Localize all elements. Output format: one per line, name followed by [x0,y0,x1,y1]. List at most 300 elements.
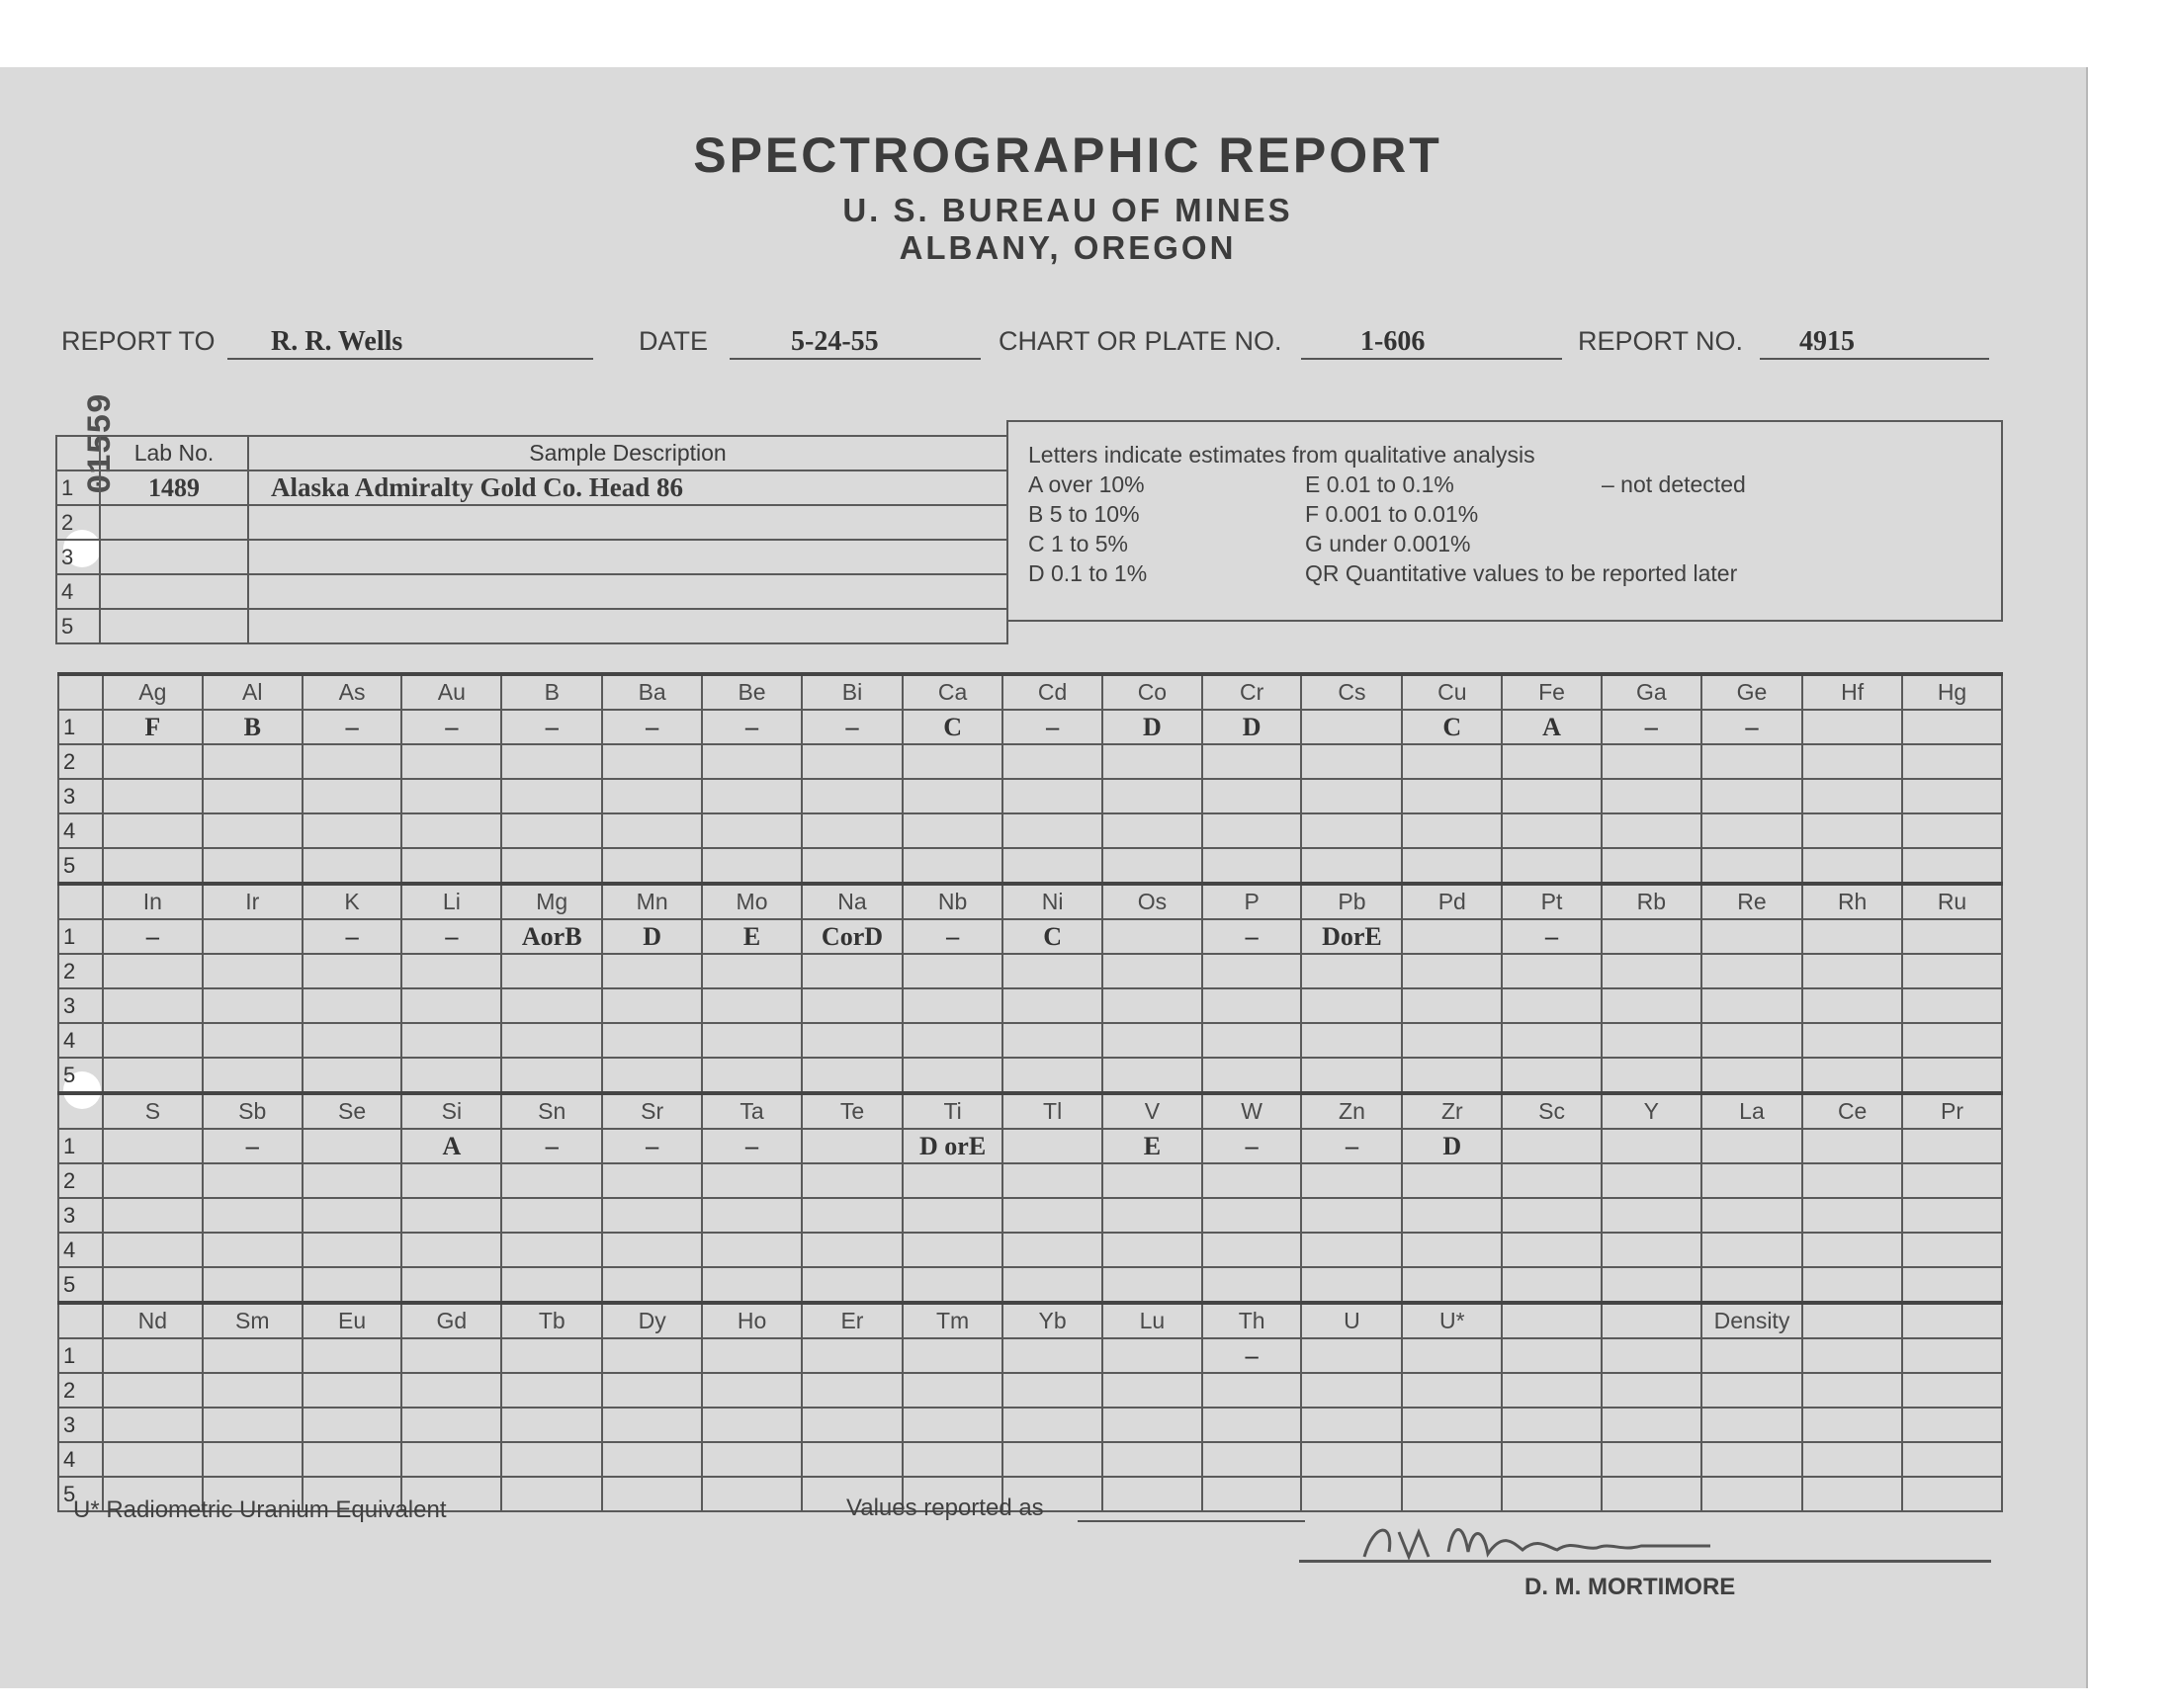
element-value [1002,1442,1102,1477]
element-value [802,848,903,884]
row-number: 4 [58,1442,103,1477]
lab-no [100,505,248,540]
element-value [702,1233,802,1267]
element-value [303,1338,402,1373]
element-value: – [1602,710,1701,744]
element-value [1902,1058,2002,1093]
element-value [1402,1408,1502,1442]
element-value-row [58,1058,2002,1093]
element-value [1802,1267,1902,1303]
element-value [303,1023,402,1058]
element-value: D orE [903,1129,1002,1163]
element-value: E [1102,1129,1202,1163]
element-symbol [1602,1303,1701,1338]
element-value [303,1373,402,1408]
element-value [1402,919,1502,954]
element-value [1502,1233,1602,1267]
element-symbol: Rh [1802,884,1902,919]
sample-row [56,609,1007,643]
element-symbol: Bi [802,674,903,710]
element-value [1402,1023,1502,1058]
element-value [501,1233,602,1267]
element-value [602,813,702,848]
element-value [501,988,602,1023]
element-value [1402,988,1502,1023]
element-value [1701,1442,1803,1477]
row-number-cell [58,1303,103,1338]
element-value [1602,744,1701,779]
element-value [1002,813,1102,848]
element-symbol: Cd [1002,674,1102,710]
element-value: – [303,919,402,954]
row-number: 2 [58,744,103,779]
report-no-label: REPORT NO. [1578,326,1744,356]
element-value [203,1058,303,1093]
element-value [1301,813,1402,848]
element-value [1002,1338,1102,1373]
element-symbol: Pd [1402,884,1502,919]
element-value [1301,744,1402,779]
element-value [1502,1442,1602,1477]
element-value [1701,1198,1803,1233]
element-value [602,954,702,988]
element-value [602,744,702,779]
element-value [303,813,402,848]
element-value [702,813,802,848]
element-value [1102,1442,1202,1477]
row-number: 5 [58,1058,103,1093]
element-symbol: Na [802,884,903,919]
element-value [1902,1408,2002,1442]
element-value [103,1267,203,1303]
element-value [1602,1163,1701,1198]
element-value [401,1233,501,1267]
lab-no [100,609,248,643]
element-value [1802,848,1902,884]
element-value: – [1301,1129,1402,1163]
element-value [1802,779,1902,813]
element-value [401,848,501,884]
element-value: CorD [802,919,903,954]
row-number: 4 [58,813,103,848]
element-symbol: Gd [401,1303,501,1338]
agency-name: U. S. BUREAU OF MINES [842,192,1293,228]
element-value [501,1198,602,1233]
element-value [1102,1408,1202,1442]
element-symbol: Nb [903,884,1002,919]
element-value [1102,1477,1202,1511]
element-value: – [802,710,903,744]
element-value [1502,1408,1602,1442]
element-symbol: Sm [203,1303,303,1338]
element-value [103,744,203,779]
element-value: – [401,919,501,954]
stamp-number: 01559 [83,392,121,494]
element-value [802,1442,903,1477]
element-symbol: Cu [1402,674,1502,710]
element-value [1602,813,1701,848]
element-value: – [1202,919,1302,954]
element-value [303,988,402,1023]
element-value [1701,1267,1803,1303]
element-value [1002,1373,1102,1408]
element-value [903,779,1002,813]
element-value [1002,1163,1102,1198]
element-value [702,1267,802,1303]
element-value: – [903,919,1002,954]
plate-line [1301,358,1562,360]
element-value [702,848,802,884]
element-value [1701,813,1803,848]
element-value [1301,1373,1402,1408]
element-value [501,1408,602,1442]
element-symbol: Ir [203,884,303,919]
legend-box [1006,420,2003,622]
element-value [103,1163,203,1198]
element-value: – [103,919,203,954]
element-value [602,988,702,1023]
element-value [303,1163,402,1198]
element-value [702,1442,802,1477]
element-value [802,1023,903,1058]
element-symbol: S [103,1093,203,1129]
element-value [1202,988,1302,1023]
element-symbol: Co [1102,674,1202,710]
element-value [303,744,402,779]
element-value [702,744,802,779]
element-value: D [1202,710,1302,744]
element-symbol: Li [401,884,501,919]
element-value [1402,779,1502,813]
element-value [1301,1477,1402,1511]
element-value [1502,848,1602,884]
element-symbol: B [501,674,602,710]
element-value-row [58,1442,2002,1477]
sample-row [56,505,1007,540]
sample-description [248,540,1007,574]
element-value [401,1058,501,1093]
element-value [1902,779,2002,813]
element-symbol: Sn [501,1093,602,1129]
element-value [1102,954,1202,988]
element-value [903,1442,1002,1477]
element-value: – [702,1129,802,1163]
element-value [501,1477,602,1511]
row-number: 1 [58,710,103,744]
element-symbol: Ni [1002,884,1102,919]
element-value [602,1373,702,1408]
element-value: – [1202,1129,1302,1163]
element-value: – [203,1129,303,1163]
element-value-row [58,1408,2002,1442]
element-value [903,1058,1002,1093]
element-value [401,1198,501,1233]
element-symbol: Cr [1202,674,1302,710]
element-value [501,1058,602,1093]
element-value [303,1442,402,1477]
element-symbol: Tb [501,1303,602,1338]
element-value [203,1442,303,1477]
element-symbol: Ti [903,1093,1002,1129]
element-value [702,988,802,1023]
element-value [903,1163,1002,1198]
element-value [1202,779,1302,813]
element-value [1301,848,1402,884]
element-symbol: Be [702,674,802,710]
element-value: – [501,710,602,744]
element-value [702,1058,802,1093]
element-symbol: Te [802,1093,903,1129]
element-value [1902,1477,2002,1511]
element-value [1701,779,1803,813]
element-value [103,954,203,988]
row-number-header [56,436,100,470]
element-value [501,1373,602,1408]
date-label: DATE [639,326,709,356]
element-value [1902,919,2002,954]
element-value [1502,1163,1602,1198]
element-value [1902,1373,2002,1408]
element-value [802,813,903,848]
row-number: 2 [56,505,100,540]
element-value [602,1233,702,1267]
element-value [1102,1058,1202,1093]
element-value [903,954,1002,988]
element-value [1202,1267,1302,1303]
element-value [1902,1233,2002,1267]
element-value [903,1233,1002,1267]
element-value [1802,1338,1902,1373]
element-value [1902,813,2002,848]
element-value-row [58,779,2002,813]
element-value [1402,1198,1502,1233]
element-value [1701,1023,1803,1058]
element-value [1102,779,1202,813]
element-value [903,1023,1002,1058]
element-value [1202,813,1302,848]
element-value [501,1163,602,1198]
element-value [203,954,303,988]
element-value [303,1267,402,1303]
element-symbol: Zn [1301,1093,1402,1129]
element-value [501,779,602,813]
element-value [602,779,702,813]
element-value [1502,744,1602,779]
element-value [401,779,501,813]
element-value [1301,1442,1402,1477]
row-number: 2 [58,954,103,988]
row-number-cell [58,884,103,919]
element-symbol: Ru [1902,884,2002,919]
values-reported-line [1078,1520,1305,1522]
element-value [1602,919,1701,954]
element-value [1502,1198,1602,1233]
element-value [1202,1408,1302,1442]
element-symbol: Er [802,1303,903,1338]
row-number: 3 [58,1408,103,1442]
element-value [602,1477,702,1511]
row-number: 3 [58,779,103,813]
element-symbol: Th [1202,1303,1302,1338]
element-value [1802,813,1902,848]
element-symbol: Nd [103,1303,203,1338]
element-value [1701,848,1803,884]
element-value [203,813,303,848]
element-value [602,1338,702,1373]
element-value [203,1373,303,1408]
element-value [702,1408,802,1442]
element-value-row [58,1338,2002,1373]
sample-row [56,470,1007,505]
element-value [1802,1058,1902,1093]
element-value [1701,919,1803,954]
legend-d: D 0.1 to 1% [1028,560,1148,586]
element-value: AorB [501,919,602,954]
element-value [1002,779,1102,813]
element-symbol: Ga [1602,674,1701,710]
row-number: 1 [58,1129,103,1163]
row-number: 1 [58,1338,103,1373]
element-value [1002,1267,1102,1303]
sample-row [56,574,1007,609]
element-value [1802,744,1902,779]
lab-no [100,540,248,574]
element-value [1602,1477,1701,1511]
legend-not-detected: – not detected [1602,471,1746,497]
element-value [103,1373,203,1408]
element-value: C [1402,710,1502,744]
element-value [203,988,303,1023]
element-value [1602,1442,1701,1477]
element-value [602,1442,702,1477]
element-value [1602,1023,1701,1058]
element-symbol: Ge [1701,674,1803,710]
element-value [1802,1477,1902,1511]
element-value [401,1373,501,1408]
element-value [1701,744,1803,779]
element-value [1102,744,1202,779]
element-value [702,1373,802,1408]
element-value [1402,1373,1502,1408]
element-value [1202,954,1302,988]
element-value [802,1373,903,1408]
element-value [1701,954,1803,988]
element-value [1602,1338,1701,1373]
element-value [1802,1198,1902,1233]
element-value [702,1163,802,1198]
element-value [702,1198,802,1233]
element-symbol: Se [303,1093,402,1129]
element-value: – [702,710,802,744]
row-number: 3 [56,540,100,574]
legend-a: A over 10% [1028,471,1145,497]
element-value [1701,1058,1803,1093]
element-value [1701,1129,1803,1163]
element-value [501,1338,602,1373]
element-value [1402,848,1502,884]
element-value [1002,1408,1102,1442]
element-value-row [58,710,2002,744]
element-symbol-row [58,1303,2002,1338]
element-value [1402,744,1502,779]
element-value [1902,1198,2002,1233]
sample-description: Alaska Admiralty Gold Co. Head 86 [248,470,1007,505]
row-number-cell [58,1093,103,1129]
element-value: E [702,919,802,954]
element-value [1102,1023,1202,1058]
signature [1354,1512,1750,1572]
element-value [1002,1023,1102,1058]
element-value [1802,1373,1902,1408]
element-value-row [58,1373,2002,1408]
element-value [1301,954,1402,988]
row-number: 4 [56,574,100,609]
element-value [501,1023,602,1058]
element-symbol: Density [1701,1303,1803,1338]
element-value [1301,1058,1402,1093]
element-value [802,1408,903,1442]
element-value: – [1202,1338,1302,1373]
element-symbol: Pt [1502,884,1602,919]
element-value [1602,1373,1701,1408]
element-value [1502,954,1602,988]
element-value [1402,1338,1502,1373]
element-symbol: As [303,674,402,710]
element-symbol: Sr [602,1093,702,1129]
element-value-row [58,1129,2002,1163]
element-symbol [1902,1303,2002,1338]
element-value [1202,1442,1302,1477]
element-value [203,1023,303,1058]
element-value [401,988,501,1023]
element-value [1402,1233,1502,1267]
element-value [501,954,602,988]
element-value [1902,710,2002,744]
element-symbol: Sc [1502,1093,1602,1129]
element-symbol-row [58,1093,2002,1129]
element-value [1602,988,1701,1023]
element-value [1202,1373,1302,1408]
element-value [501,1442,602,1477]
element-value [401,744,501,779]
element-value [103,1338,203,1373]
element-value [1802,1129,1902,1163]
element-value [103,1442,203,1477]
sample-row [56,540,1007,574]
element-value [203,1338,303,1373]
element-value: A [1502,710,1602,744]
element-value [1902,1267,2002,1303]
element-value [1602,1198,1701,1233]
element-value [1202,744,1302,779]
element-value [501,813,602,848]
element-value [1102,988,1202,1023]
lab-no-header: Lab No. [100,436,248,470]
sample-description-header: Sample Description [248,436,1007,470]
element-value [1002,1233,1102,1267]
element-value [203,779,303,813]
sample-table [55,435,1008,644]
element-value [1502,813,1602,848]
element-symbol: Cs [1301,674,1402,710]
legend-intro: Letters indicate estimates from qualitative analysis [1028,442,1535,468]
element-symbol: Eu [303,1303,402,1338]
legend-e: E 0.01 to 0.1% [1305,471,1454,497]
element-value [303,1198,402,1233]
element-value [802,1058,903,1093]
element-value [1902,954,2002,988]
element-value: C [903,710,1002,744]
